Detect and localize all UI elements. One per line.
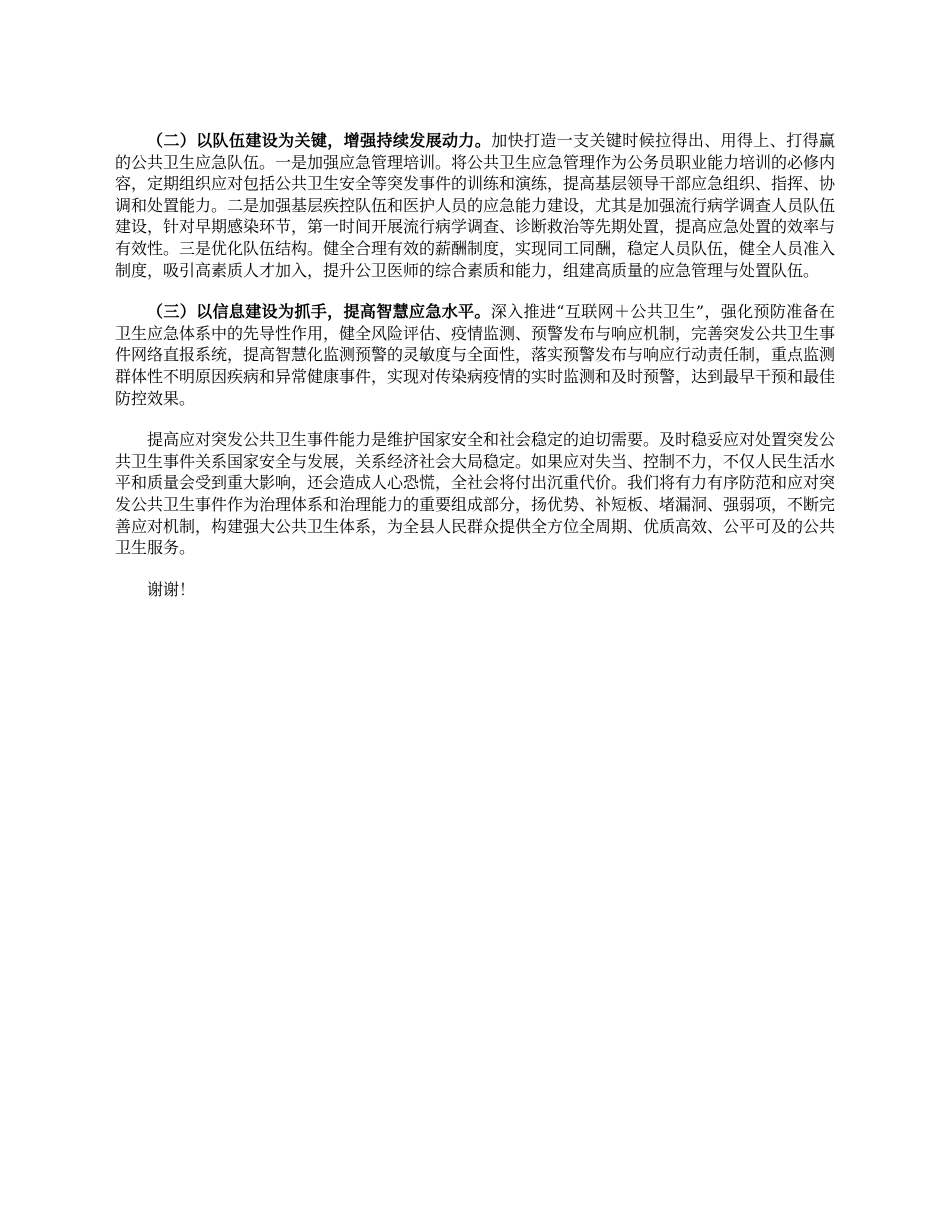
- paragraph-text: 提高应对突发公共卫生事件能力是维护国家安全和社会稳定的迫切需要。及时稳妥应对处置突发公共卫生事件关系国家安全与发展，关系经济社会大局稳定。如果应对失当、控制不力，不仅人民生活水平和质量会受到重大影响，还会造成人心恐慌，全社会将付出沉重代价。我们将有力有序防范和应对突发公共卫生事件作为治理体系和治理能力的重要组成部分，扬优势、补短板、堵漏洞、强弱项，不断完善应对机制，构建强大公共卫生体系，为全县人民群众提供全方位全周期、优质高效、公平可及的公共卫生服务。: [115, 430, 836, 558]
- paragraph-team-building: [115, 130, 835, 281]
- paragraph-text: 加快打造一支关键时候拉得出、用得上、打得赢的公共卫生应急队伍。一是加强应急管理培训。将公共卫生应急管理作为公务员职业能力培训的必修内容，定期组织应对包括公共卫生安全等突发事件的训练和演练，提高基层领导干部应急组织、指挥、协调和处置能力。二是加强基层疾控队伍和医护人员的应急能力建设，尤其是加强流行病学调查人员队伍建设，针对早期感染环节，第一时间开展流行病学调查、诊断救治等先期处置，提高应急处置的效率与有效性。三是优化队伍结构。健全合理有效的薪酬制度，实现同工同酬，稳定人员队伍，健全人员准入制度，吸引高素质人才加入，提升公卫医师的综合素质和能力，组建高质量的应急管理与处置队伍。: [115, 131, 836, 280]
- paragraph-conclusion: [115, 429, 835, 559]
- document-body: [115, 130, 835, 600]
- paragraph-text: 深入推进“互联网＋公共卫生”，强化预防准备在卫生应急体系中的先导性作用，健全风险评估、疫情监测、预警发布与响应机制，完善突发公共卫生事件网络直报系统，提高智慧化监测预警的灵敏度与全面性，落实预警发布与响应行动责任制，重点监测群体性不明原因疾病和异常健康事件，实现对传染病疫情的实时监测和及时预警，达到最早干预和最佳防控效果。: [115, 302, 836, 408]
- paragraph-heading: （三）以信息建设为抓手，提高智慧应急水平。: [147, 302, 491, 322]
- paragraph-information-building: [115, 301, 835, 409]
- closing-remark: 谢谢！: [147, 579, 196, 599]
- paragraph-heading: （二）以队伍建设为关键，增强持续发展动力。: [147, 131, 492, 150]
